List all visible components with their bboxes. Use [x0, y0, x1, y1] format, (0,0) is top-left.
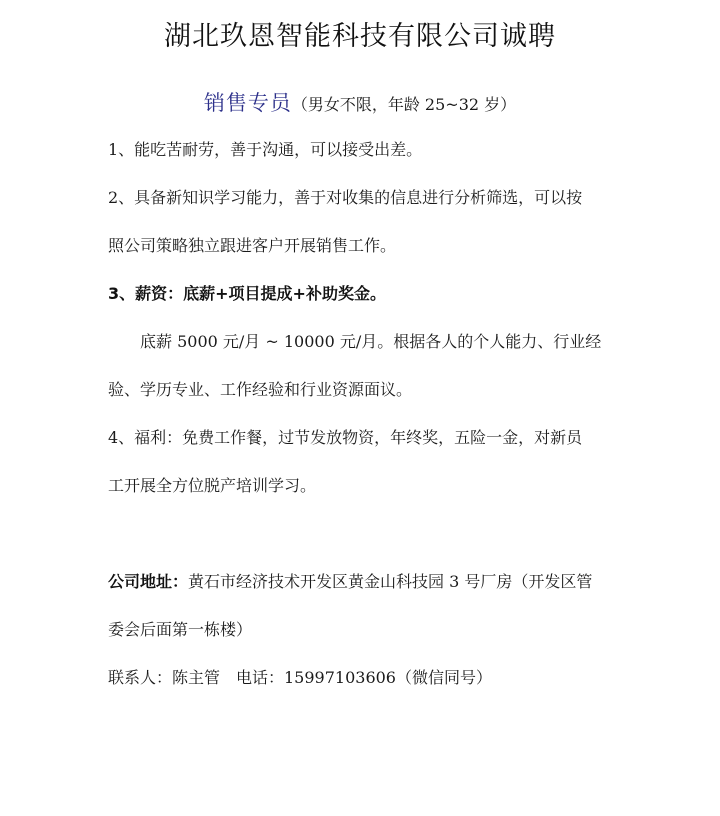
- requirement-item-2-line-1: 2、具备新知识学习能力，善于对收集的信息进行分析筛选，可以按: [108, 188, 583, 207]
- contact-info: 联系人：陈主管 电话：15997103606（微信同号）: [108, 668, 492, 687]
- company-address-line-2: 委会后面第一栋楼）: [108, 620, 253, 639]
- position-heading: [0, 87, 720, 117]
- salary-heading: 3、薪资：底薪+项目提成+补助奖金。: [108, 284, 386, 303]
- company-address-line-1: [108, 572, 592, 592]
- company-address-label: 公司地址：: [108, 572, 189, 591]
- position-requirement: （男女不限，年龄 25~32 岁）: [291, 95, 517, 114]
- salary-detail-line-1: 底薪 5000 元/月 ~ 10000 元/月。根据各人的个人能力、行业经: [140, 332, 602, 351]
- page-title: 湖北玖恩智能科技有限公司诚聘: [164, 21, 556, 52]
- position-name: 销售专员: [203, 91, 292, 115]
- company-address-value: 黄石市经济技术开发区黄金山科技园 3 号厂房（开发区管: [188, 572, 593, 591]
- salary-detail-line-2: 验、学历专业、工作经验和行业资源面议。: [108, 380, 413, 399]
- benefits-line-2: 工开展全方位脱产培训学习。: [108, 476, 317, 495]
- benefits-line-1: 4、福利：免费工作餐，过节发放物资，年终奖，五险一金，对新员: [108, 428, 583, 447]
- requirement-item-1: 1、能吃苦耐劳，善于沟通，可以接受出差。: [108, 140, 423, 159]
- requirement-item-2-line-2: 照公司策略独立跟进客户开展销售工作。: [108, 236, 397, 255]
